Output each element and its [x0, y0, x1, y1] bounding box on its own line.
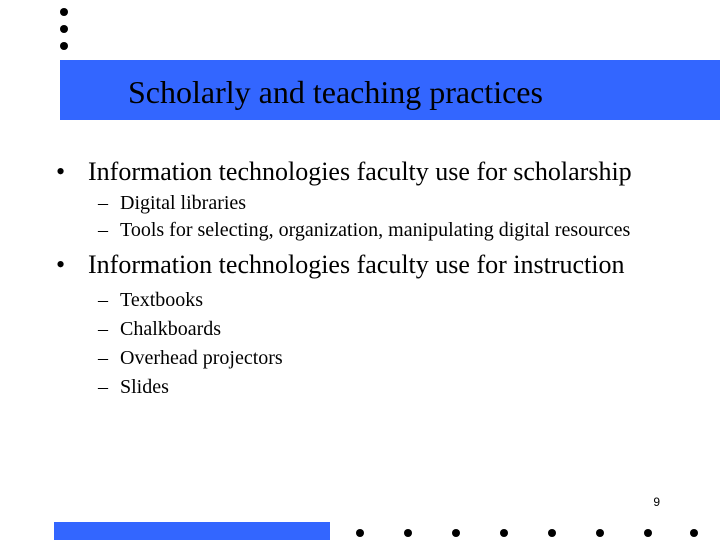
sub-marker: – — [98, 219, 108, 241]
bullet-text: Information technologies faculty use for scholarship — [88, 157, 632, 186]
sub-item — [56, 220, 696, 241]
sub-text: Digital libraries — [120, 192, 247, 214]
decorative-dot — [596, 529, 604, 537]
bullet-item — [56, 158, 696, 241]
decorative-dot — [60, 42, 68, 50]
decorative-dot — [60, 25, 68, 33]
bullet-marker: • — [56, 250, 66, 279]
sub-item — [56, 193, 696, 214]
bullet-text: Information technologies faculty use for instruction — [88, 250, 625, 279]
sub-list — [56, 286, 696, 402]
sub-text: Textbooks — [120, 289, 204, 311]
slide-content — [56, 158, 696, 402]
sub-marker: – — [98, 318, 108, 340]
decorative-dot — [690, 529, 698, 537]
decorative-dot — [356, 529, 364, 537]
bullet-marker: • — [56, 157, 66, 186]
sub-marker: – — [98, 376, 108, 398]
sub-marker: – — [98, 289, 108, 311]
sub-list — [56, 193, 696, 241]
sub-text: Chalkboards — [120, 318, 222, 340]
decorative-dot — [548, 529, 556, 537]
sub-item — [56, 315, 696, 344]
slide-title: Scholarly and teaching practices — [128, 74, 543, 110]
sub-item — [56, 344, 696, 373]
sub-text: Overhead projectors — [120, 347, 283, 369]
sub-marker: – — [98, 347, 108, 369]
decorative-dot — [60, 8, 68, 16]
title-bar — [60, 60, 720, 120]
decorative-dot — [644, 529, 652, 537]
sub-text: Tools for selecting, organization, manipulating digital resources — [120, 219, 631, 241]
sub-text: Slides — [120, 376, 169, 398]
page-number: 9 — [653, 495, 660, 509]
decorative-dot — [404, 529, 412, 537]
decorative-dot — [500, 529, 508, 537]
bottom-accent-bar — [54, 522, 330, 540]
decorative-dot — [452, 529, 460, 537]
sub-marker: – — [98, 192, 108, 214]
sub-item — [56, 286, 696, 315]
sub-item — [56, 373, 696, 402]
bullet-item — [56, 251, 696, 402]
